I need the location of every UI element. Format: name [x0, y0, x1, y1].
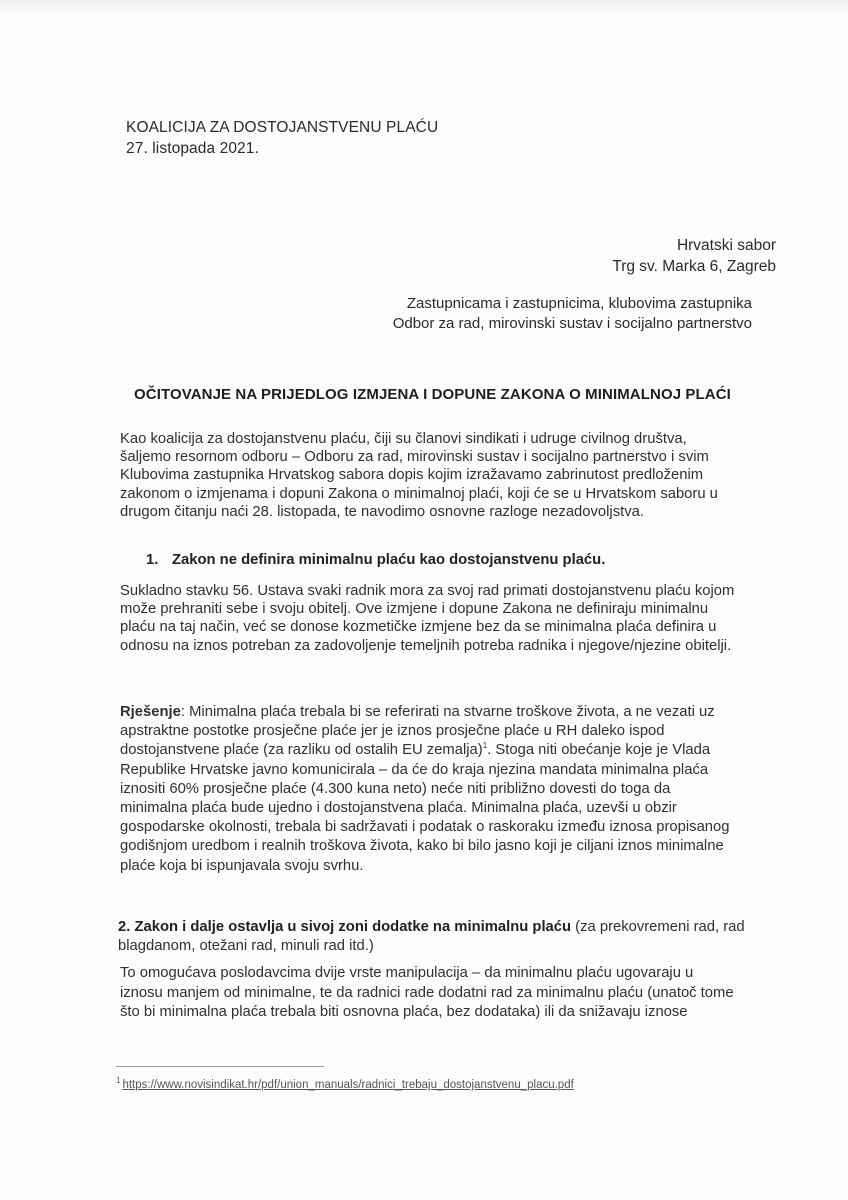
footnote-divider [116, 1066, 324, 1067]
sender-organization: KOALICIJA ZA DOSTOJANSTVENU PLAĆU [126, 119, 439, 136]
solution-paragraph [120, 703, 740, 876]
sender-block [126, 117, 438, 159]
document-title: OČITOVANJE NA PRIJEDLOG IZMJENA I DOPUNE ZAKONA O MINIMALNOJ PLAĆI [134, 386, 731, 403]
recipient-block [612, 235, 776, 277]
section-1-title: Zakon ne definira minimalnu plaću kao dostojanstvenu plaću. [172, 552, 606, 568]
intro-paragraph: Kao koalicija za dostojanstvenu plaću, čiji su članovi sindikati i udruge civilnog društva, šaljemo resornom odboru – Odboru za rad, mirovinski sustav i socijalno partnerstvo i svim Klubovima zastupnika Hrvatskog sabora dopis kojim izražavamo zabrinutost predloženim zakonom o izmjenama i dopuni Zakona o minimalnoj plaći, koji će se u Hrvatskom saboru u drugom čitanju naći 28. listopada, te navodimo osnovne razloge nezadovoljstva. [120, 431, 718, 520]
addressees-line-2: Odbor za rad, mirovinski sustav i socijalno partnerstvo [392, 315, 752, 332]
section-1-number: 1. [146, 552, 159, 568]
solution-label: Rješenje [120, 704, 181, 720]
section-1-heading [146, 552, 605, 568]
addressees-block [393, 294, 752, 334]
recipient-name: Hrvatski sabor [676, 237, 776, 254]
recipient-address: Trg sv. Marka 6, Zagreb [612, 258, 776, 275]
section-2-title-note: (za prekovremeni rad, rad blagdanom, otežani rad, minuli rad itd.) [118, 919, 745, 954]
solution-text-part-2: . Stoga niti obećanje koje je Vlada Republike Hrvatske javno komunicirala – da će do kraja njezina mandata minimalna plaća iznositi 60% prosječne plaće (4.300 kuna neto) neće niti približno dovesti do toga da minimalna plaća bude ujedno i dostojanstvena plaća. Minimalna plaća, uzevši u obzir gospodarske okolnosti, trebala bi sadržavati i podatak o raskoraku između iznosa propisanog godišnjom uredbom i realnih troškova života, kako bi bilo jasno koji je ciljani iznos minimalne plaće koja bi ispunjavala svoju svrhu. [120, 742, 730, 874]
scan-edge-shadow [0, 0, 848, 14]
footnote-mark: 1 [116, 1076, 121, 1085]
footnote-link[interactable]: https://www.novisindikat.hr/pdf/union_manuals/radnici_trebaju_dostojanstvenu_placu.pdf [122, 1078, 574, 1091]
letter-date: 27. listopada 2021. [126, 140, 259, 157]
section-2-body: To omogućava poslodavcima dvije vrste manipulacija – da minimalnu plaću ugovaraju u iznosu manjem od minimalne, te da radnici rade dodatni rad za minimalnu plaću (unatoč tome što bi minimalna plaća trebala biti osnovna plaća, bez dodataka) ili da snižavaju iznose [120, 965, 734, 1021]
addressees-line-1: Zastupnicama i zastupnicima, klubovima zastupnika [406, 295, 752, 312]
section-2-title: 2. Zakon i dalje ostavlja u sivoj zoni dodatke na minimalnu plaću [118, 919, 572, 935]
solution-text-part-1: : Minimalna plaća trebala bi se referirati na stvarne troškove života, a ne vezati uz apstraktne postotke prosječne plaće jer je iznos prosječne plaće u RH daleko ispod dostojanstvene plaće (za razliku od ostalih EU zemalja) [120, 704, 715, 759]
section-2-heading [118, 918, 748, 956]
footnote [116, 1076, 574, 1091]
section-1-body: Sukladno stavku 56. Ustava svaki radnik mora za svoj rad primati dostojanstvenu plaću kojom može prehraniti sebe i svoju obitelj. Ove izmjene i dopune Zakona ne definiraju minimalnu plaću na taj način, već se donose kozmetičke izmjene bez da se minimalna plaća definira u odnosu na iznos potreban za zadovoljenje temeljnih potreba radnika i njegove/njezine obitelji. [120, 583, 735, 654]
footnote-reference: 1 [482, 741, 488, 751]
